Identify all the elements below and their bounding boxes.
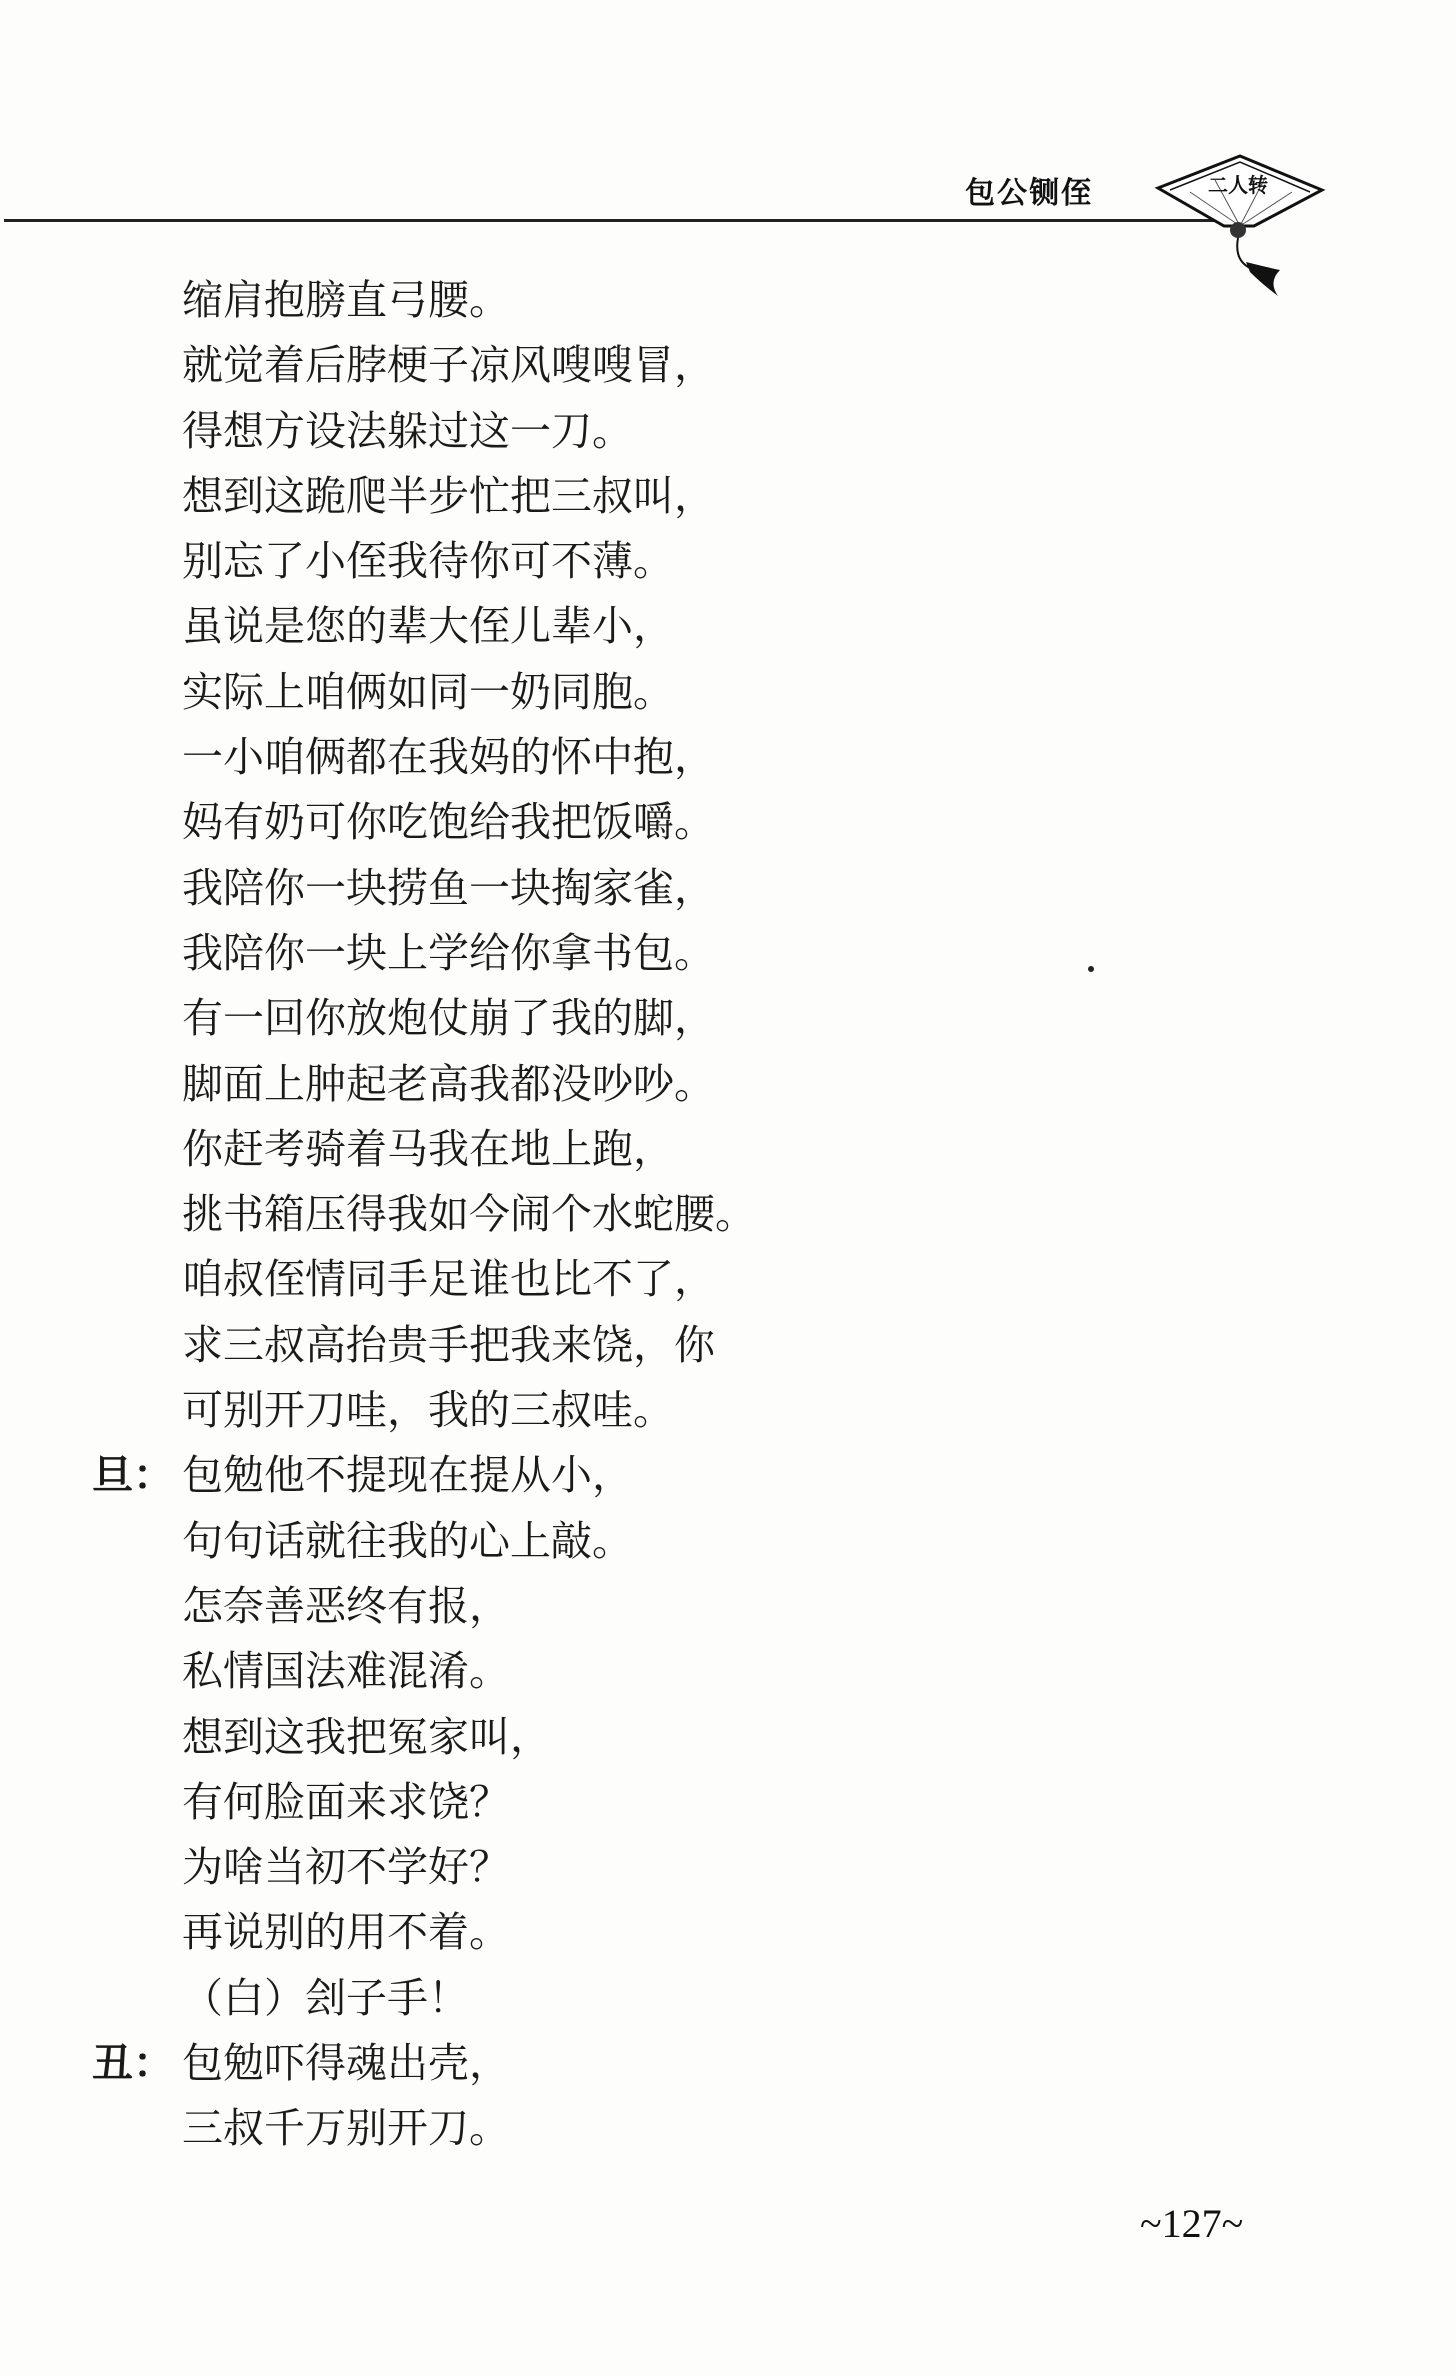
line-text: 虽说是您的辈大侄儿辈小， bbox=[182, 602, 674, 651]
header-rule bbox=[4, 219, 1234, 222]
script-line bbox=[92, 1182, 1192, 1247]
script-line bbox=[92, 1835, 1192, 1900]
line-text: （白）刽子手！ bbox=[182, 1973, 469, 2022]
line-text: 脚面上肿起老高我都没吵吵。 bbox=[182, 1059, 715, 1108]
script-line bbox=[92, 660, 1192, 725]
script-line bbox=[92, 1705, 1192, 1770]
script-line bbox=[92, 725, 1192, 790]
line-text: 别忘了小侄我待你可不薄。 bbox=[182, 537, 674, 586]
script-line bbox=[92, 1117, 1192, 1182]
script-line bbox=[92, 986, 1192, 1051]
script-line bbox=[92, 399, 1192, 464]
line-text: 有一回你放炮仗崩了我的脚， bbox=[182, 994, 715, 1043]
script-line bbox=[92, 1247, 1192, 1312]
script-line bbox=[92, 1378, 1192, 1443]
script-line bbox=[92, 594, 1192, 659]
line-text: 得想方设法躲过这一刀。 bbox=[182, 406, 633, 455]
line-text: 一小咱俩都在我妈的怀中抱， bbox=[182, 733, 715, 782]
script-line bbox=[92, 2031, 1192, 2096]
script-line bbox=[92, 464, 1192, 529]
script-line bbox=[92, 1052, 1192, 1117]
line-text: 就觉着后脖梗子凉风嗖嗖冒， bbox=[182, 341, 715, 390]
script-line bbox=[92, 790, 1192, 855]
script-line bbox=[92, 1443, 1192, 1508]
speaker-label: 旦： bbox=[92, 1451, 174, 1500]
script-line bbox=[92, 1313, 1192, 1378]
script-line bbox=[92, 1900, 1192, 1965]
script-line bbox=[92, 921, 1192, 986]
line-text: 咱叔侄情同手足谁也比不了， bbox=[182, 1255, 715, 1304]
line-text: 想到这我把冤家叫， bbox=[182, 1712, 551, 1761]
line-text: 挑书箱压得我如今闹个水蛇腰。 bbox=[182, 1190, 756, 1239]
ink-speck bbox=[1088, 966, 1094, 972]
line-text: 求三叔高抬贵手把我来饶，你 bbox=[182, 1320, 715, 1369]
line-text: 有何脸面来求饶？ bbox=[182, 1777, 510, 1826]
line-text: 缩肩抱膀直弓腰。 bbox=[182, 276, 510, 324]
speaker-label: 丑： bbox=[92, 2039, 174, 2088]
script-text bbox=[92, 268, 1192, 2162]
script-line bbox=[92, 1639, 1192, 1704]
line-text: 包勉他不提现在提从小， bbox=[182, 1451, 633, 1500]
running-header-title: 包公铡侄 bbox=[965, 176, 1093, 211]
fan-logo-text: 二人转 bbox=[1208, 173, 1268, 197]
line-text: 怎奈善恶终有报， bbox=[182, 1581, 510, 1630]
line-text: 再说别的用不着。 bbox=[182, 1908, 510, 1957]
line-text: 私情国法难混淆。 bbox=[182, 1647, 510, 1696]
line-text: 实际上咱俩如同一奶同胞。 bbox=[182, 667, 674, 716]
line-text: 句句话就往我的心上敲。 bbox=[182, 1516, 633, 1565]
line-text: 你赶考骑着马我在地上跑， bbox=[182, 1124, 674, 1173]
page-number: ~127~ bbox=[1140, 2201, 1244, 2246]
script-line bbox=[92, 529, 1192, 594]
script-line bbox=[92, 268, 1192, 333]
script-line bbox=[92, 1770, 1192, 1835]
script-line bbox=[92, 1966, 1192, 2031]
line-text: 想到这跪爬半步忙把三叔叫， bbox=[182, 471, 715, 520]
line-text: 我陪你一块捞鱼一块掏家雀， bbox=[182, 863, 715, 912]
script-line bbox=[92, 333, 1192, 398]
line-text: 我陪你一块上学给你拿书包。 bbox=[182, 928, 715, 977]
script-line bbox=[92, 1509, 1192, 1574]
line-text: 包勉吓得魂出壳， bbox=[182, 2039, 510, 2088]
script-line bbox=[92, 856, 1192, 921]
line-text: 为啥当初不学好？ bbox=[182, 1843, 510, 1892]
script-line bbox=[92, 2096, 1192, 2161]
line-text: 可别开刀哇，我的三叔哇。 bbox=[182, 1386, 674, 1435]
line-text: 妈有奶可你吃饱给我把饭嚼。 bbox=[182, 798, 715, 847]
line-text: 三叔千万别开刀。 bbox=[182, 2104, 510, 2153]
script-line bbox=[92, 1574, 1192, 1639]
